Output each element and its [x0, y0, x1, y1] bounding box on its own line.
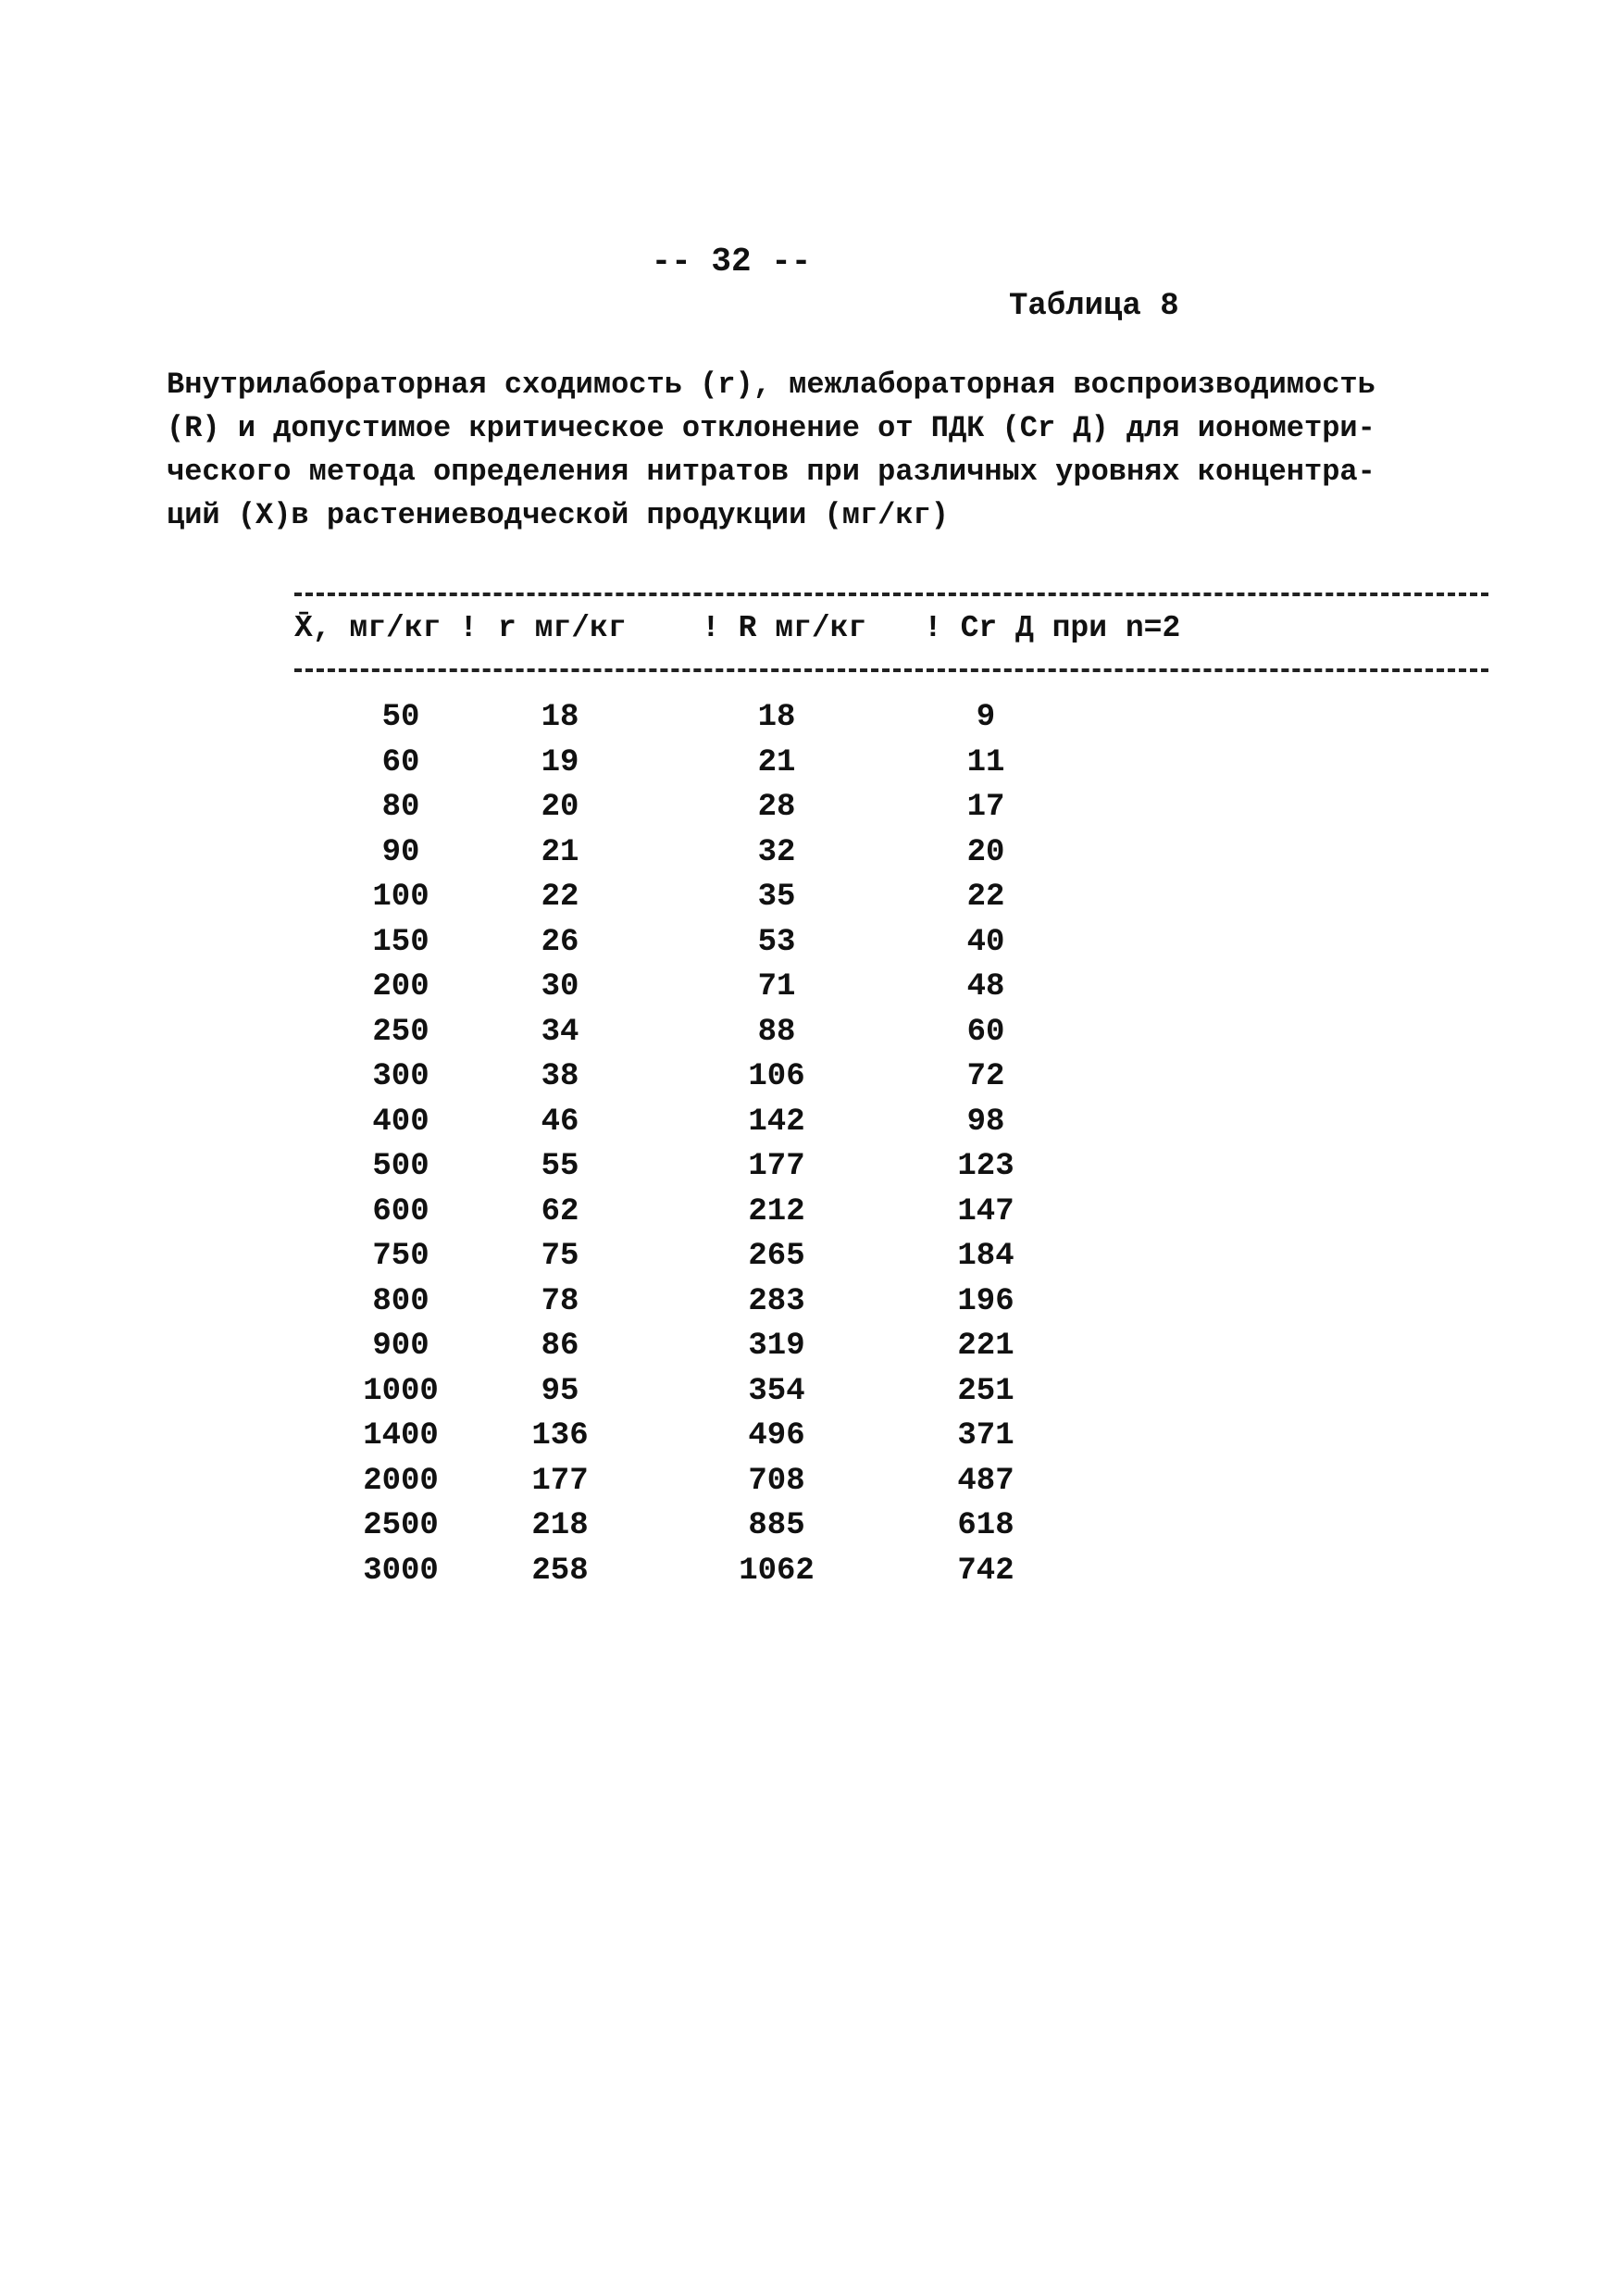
cell-R-value: 88	[757, 1014, 796, 1050]
cell-r-value: 22	[541, 880, 579, 915]
caption-line: ций (X)в растениеводческой продукции (мг/кг)	[167, 498, 949, 532]
cell-R-value: 18	[757, 700, 796, 735]
cell-cd-value: 221	[957, 1329, 1014, 1364]
table-top-rule	[294, 593, 1488, 596]
cell-R-value: 21	[757, 744, 796, 780]
cell-R-value: 53	[757, 924, 796, 960]
cell-cd-value: 371	[957, 1418, 1014, 1454]
cell-r-value: 86	[541, 1329, 579, 1364]
cell-R-value: 32	[757, 834, 796, 870]
cell-x-value: 150	[372, 924, 429, 960]
cell-x-value: 2000	[363, 1463, 439, 1499]
table-header	[294, 611, 1405, 657]
header-repeatability: r мг/кг	[498, 611, 627, 645]
cell-x-value: 900	[372, 1329, 429, 1364]
table-row	[294, 1374, 1127, 1419]
page-number: -- 32 --	[651, 243, 812, 281]
cell-cd-value: 17	[966, 790, 1005, 825]
table-header-rule	[294, 668, 1488, 672]
header-x-concentration: X̄, мг/кг !	[294, 611, 479, 645]
cell-R-value: 142	[748, 1104, 805, 1140]
cell-cd-value: 147	[957, 1193, 1014, 1229]
cell-cd-value: 251	[957, 1373, 1014, 1409]
table-row	[294, 1239, 1127, 1284]
table-row	[294, 1149, 1127, 1194]
header-critical-deviation: ! Cr Д при n=2	[924, 611, 1181, 645]
table-row	[294, 745, 1127, 791]
cell-R-value: 283	[748, 1283, 805, 1319]
cell-r-value: 30	[541, 969, 579, 1004]
cell-x-value: 2500	[363, 1508, 439, 1543]
cell-cd-value: 20	[966, 834, 1005, 870]
cell-cd-value: 60	[966, 1014, 1005, 1050]
cell-cd-value: 72	[966, 1059, 1005, 1094]
table-row	[294, 1329, 1127, 1374]
cell-R-value: 177	[748, 1149, 805, 1184]
cell-R-value: 212	[748, 1193, 805, 1229]
cell-r-value: 218	[531, 1508, 589, 1543]
cell-cd-value: 9	[976, 700, 996, 735]
cell-cd-value: 40	[966, 924, 1005, 960]
cell-x-value: 80	[381, 790, 420, 825]
cell-r-value: 34	[541, 1014, 579, 1050]
cell-r-value: 136	[531, 1418, 589, 1454]
table-row	[294, 1284, 1127, 1329]
cell-cd-value: 48	[966, 969, 1005, 1004]
table-row	[294, 700, 1127, 745]
cell-r-value: 18	[541, 700, 579, 735]
cell-r-value: 75	[541, 1239, 579, 1274]
table-row	[294, 1554, 1127, 1599]
cell-R-value: 28	[757, 790, 796, 825]
cell-r-value: 55	[541, 1149, 579, 1184]
cell-R-value: 354	[748, 1373, 805, 1409]
cell-x-value: 60	[381, 744, 420, 780]
cell-x-value: 1400	[363, 1418, 439, 1454]
table-caption	[167, 363, 1462, 537]
cell-x-value: 50	[381, 700, 420, 735]
cell-r-value: 21	[541, 834, 579, 870]
cell-R-value: 265	[748, 1239, 805, 1274]
cell-x-value: 750	[372, 1239, 429, 1274]
cell-R-value: 35	[757, 880, 796, 915]
cell-x-value: 1000	[363, 1373, 439, 1409]
cell-x-value: 400	[372, 1104, 429, 1140]
cell-R-value: 708	[748, 1463, 805, 1499]
caption-line: (R) и допустимое критическое отклонение от ПДК (Cr Д) для ионометри-	[167, 411, 1375, 445]
table-row	[294, 925, 1127, 970]
cell-cd-value: 618	[957, 1508, 1014, 1543]
cell-cd-value: 742	[957, 1553, 1014, 1589]
cell-x-value: 200	[372, 969, 429, 1004]
cell-cd-value: 123	[957, 1149, 1014, 1184]
cell-x-value: 800	[372, 1283, 429, 1319]
cell-x-value: 3000	[363, 1553, 439, 1589]
cell-cd-value: 196	[957, 1283, 1014, 1319]
table-row	[294, 1015, 1127, 1060]
cell-cd-value: 487	[957, 1463, 1014, 1499]
cell-cd-value: 184	[957, 1239, 1014, 1274]
table-row	[294, 1508, 1127, 1554]
cell-x-value: 600	[372, 1193, 429, 1229]
cell-R-value: 885	[748, 1508, 805, 1543]
cell-R-value: 496	[748, 1418, 805, 1454]
table-body	[294, 700, 1127, 1598]
cell-x-value: 300	[372, 1059, 429, 1094]
cell-r-value: 177	[531, 1463, 589, 1499]
cell-r-value: 46	[541, 1104, 579, 1140]
cell-R-value: 71	[757, 969, 796, 1004]
cell-r-value: 78	[541, 1283, 579, 1319]
cell-cd-value: 11	[966, 744, 1005, 780]
table-row	[294, 1418, 1127, 1464]
table-row	[294, 835, 1127, 880]
cell-x-value: 100	[372, 880, 429, 915]
header-reproducibility: ! R мг/кг	[702, 611, 867, 645]
cell-r-value: 20	[541, 790, 579, 825]
cell-r-value: 38	[541, 1059, 579, 1094]
cell-r-value: 95	[541, 1373, 579, 1409]
cell-x-value: 500	[372, 1149, 429, 1184]
cell-cd-value: 22	[966, 880, 1005, 915]
cell-R-value: 1062	[739, 1553, 815, 1589]
cell-x-value: 250	[372, 1014, 429, 1050]
table-row	[294, 969, 1127, 1015]
cell-R-value: 319	[748, 1329, 805, 1364]
table-row	[294, 1194, 1127, 1240]
table-row	[294, 1464, 1127, 1509]
cell-r-value: 258	[531, 1553, 589, 1589]
table-row	[294, 880, 1127, 925]
table-row	[294, 790, 1127, 835]
table-label: Таблица 8	[1009, 289, 1179, 324]
cell-R-value: 106	[748, 1059, 805, 1094]
cell-x-value: 90	[381, 834, 420, 870]
cell-r-value: 26	[541, 924, 579, 960]
table-row	[294, 1059, 1127, 1104]
cell-cd-value: 98	[966, 1104, 1005, 1140]
caption-line: ческого метода определения нитратов при различных уровнях концентра-	[167, 455, 1375, 489]
cell-r-value: 62	[541, 1193, 579, 1229]
caption-line: Внутрилабораторная сходимость (r), межлабораторная воспроизводимость	[167, 368, 1375, 402]
table-row	[294, 1104, 1127, 1150]
cell-r-value: 19	[541, 744, 579, 780]
